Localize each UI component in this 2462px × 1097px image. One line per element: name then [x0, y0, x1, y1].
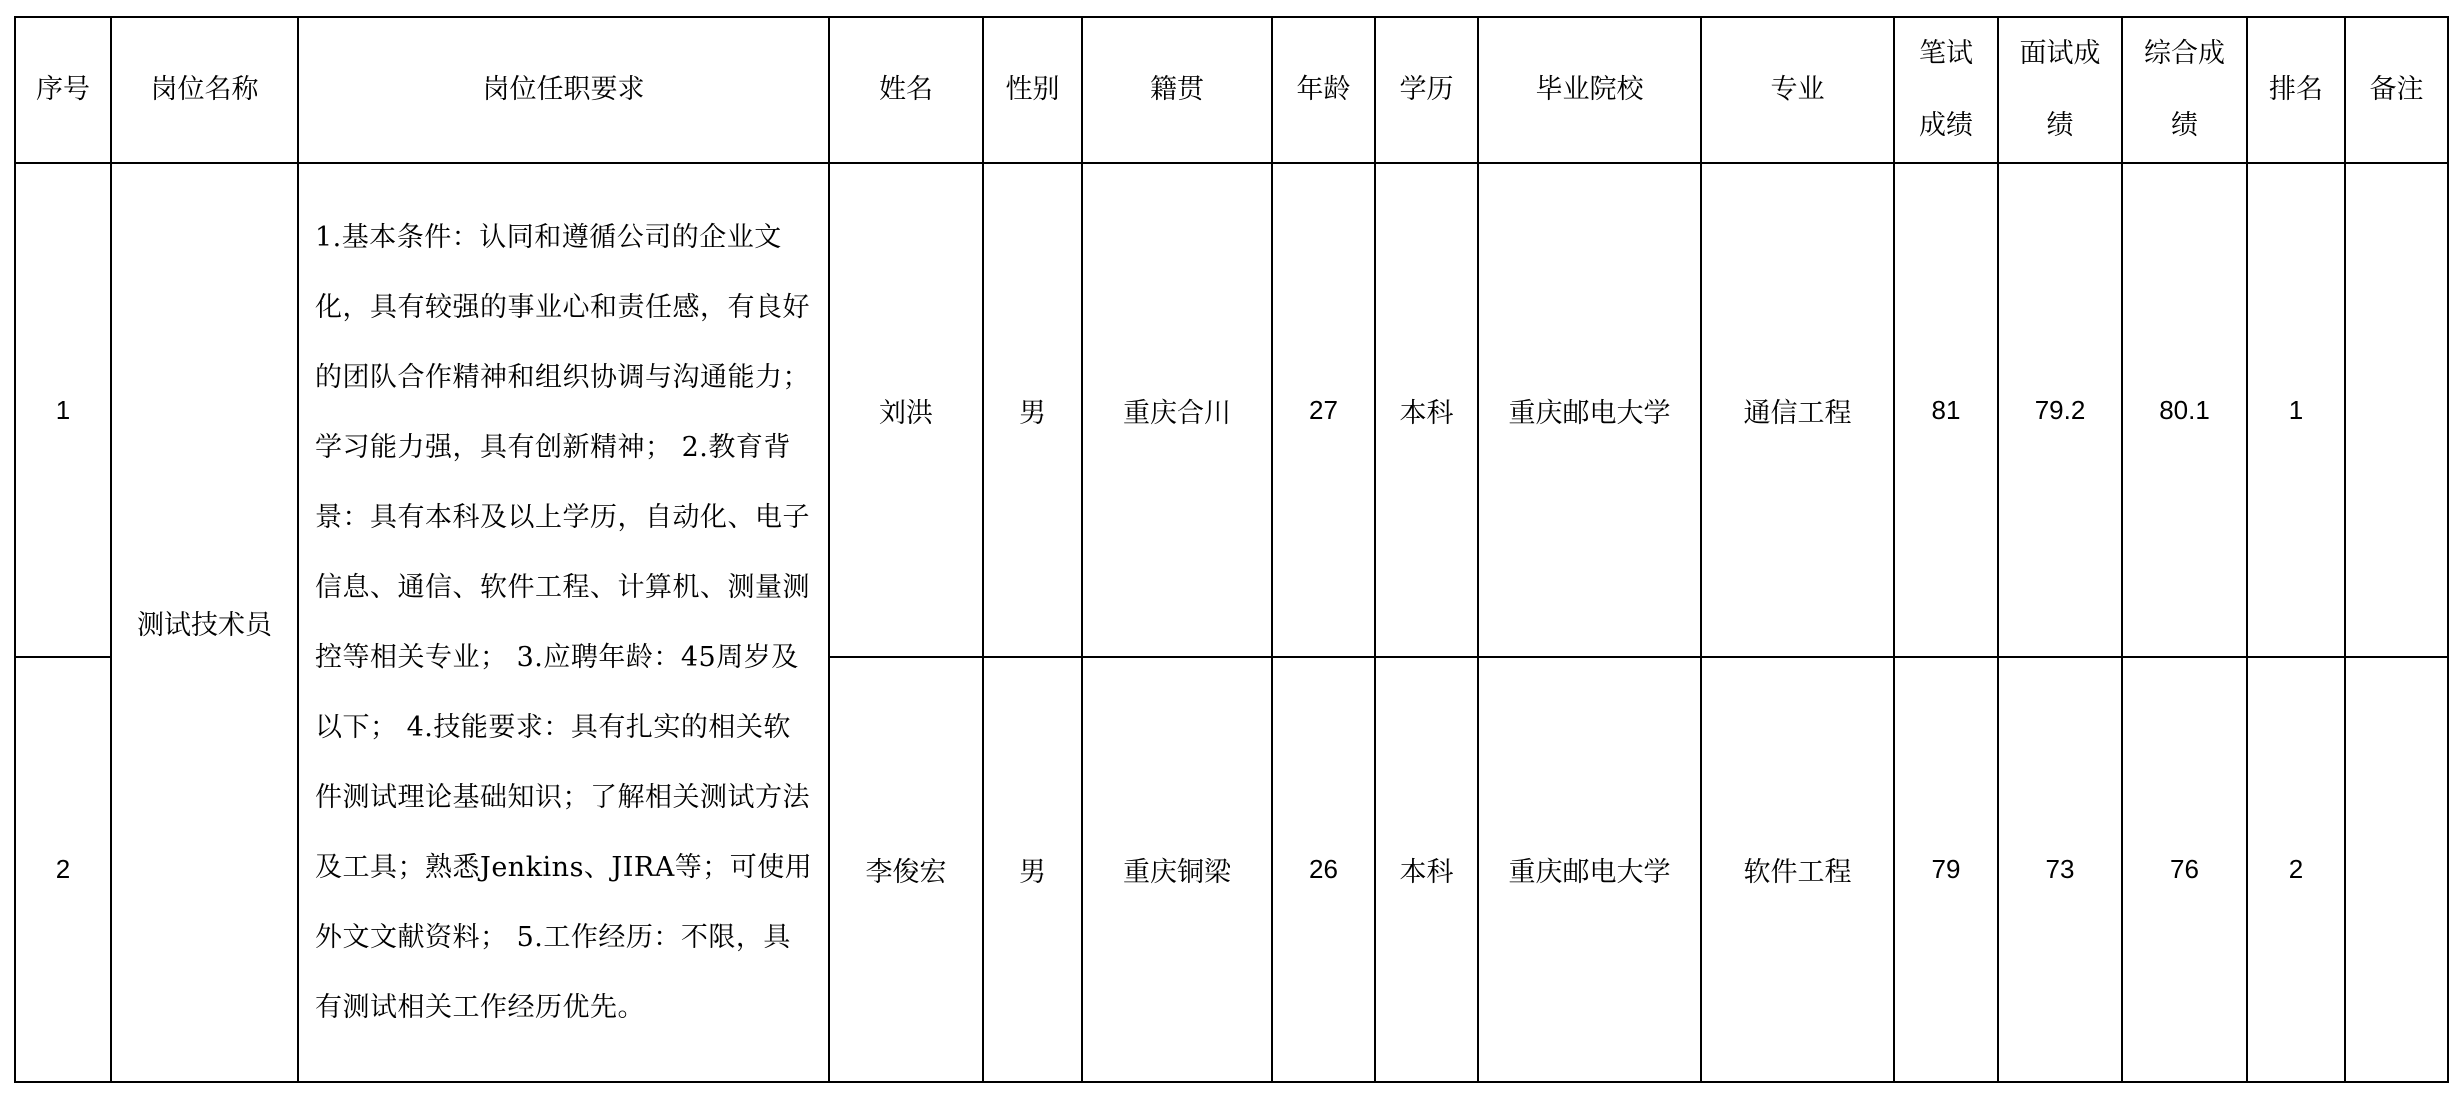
row-seq: 1 — [15, 163, 111, 657]
row-major: 通信工程 — [1701, 163, 1894, 657]
header-school: 毕业院校 — [1478, 17, 1701, 163]
row-name: 李俊宏 — [829, 657, 983, 1082]
header-seq: 序号 — [15, 17, 111, 163]
table-row — [15, 163, 2448, 657]
row-education: 本科 — [1375, 657, 1478, 1082]
row-remark — [2345, 163, 2448, 657]
header-written-score-label: 笔试成绩 — [1919, 38, 1973, 141]
row-origin: 重庆合川 — [1082, 163, 1272, 657]
row-education: 本科 — [1375, 163, 1478, 657]
header-education: 学历 — [1375, 17, 1478, 163]
header-total-score — [2122, 17, 2247, 163]
header-interview-score — [1998, 17, 2122, 163]
header-rank: 排名 — [2247, 17, 2345, 163]
header-age: 年龄 — [1272, 17, 1375, 163]
header-written-score — [1894, 17, 1998, 163]
row-gender: 男 — [983, 163, 1082, 657]
position-name-cell: 测试技术员 — [111, 163, 298, 1082]
header-major: 专业 — [1701, 17, 1894, 163]
header-position: 岗位名称 — [111, 17, 298, 163]
row-rank: 2 — [2247, 657, 2345, 1082]
row-remark — [2345, 657, 2448, 1082]
row-interview-score: 79.2 — [1998, 163, 2122, 657]
row-age: 26 — [1272, 657, 1375, 1082]
row-school: 重庆邮电大学 — [1478, 657, 1701, 1082]
header-interview-score-label: 面试成绩 — [2019, 38, 2101, 141]
row-school: 重庆邮电大学 — [1478, 163, 1701, 657]
header-requirements: 岗位任职要求 — [298, 17, 829, 163]
row-written-score: 81 — [1894, 163, 1998, 657]
requirements-cell: 1.基本条件：认同和遵循公司的企业文化，具有较强的事业心和责任感，有良好的团队合作精神和组织协调与沟通能力；学习能力强，具有创新精神； 2.教育背景：具有本科及以上学历，自动化、电子信息、通信、软件工程、计算机、测量测控等相关专业； 3.应聘年龄：45周岁及以下； 4.技能要求：具有扎实的相关软件测试理论基础知识；了解相关测试方法及工具；熟悉Jenkins、JIRA等；可使用外文文献资料； 5.工作经历：不限，具有测试相关工作经历优先。 — [298, 163, 829, 1082]
row-name: 刘洪 — [829, 163, 983, 657]
row-seq: 2 — [15, 657, 111, 1082]
row-total-score: 76 — [2122, 657, 2247, 1082]
row-written-score: 79 — [1894, 657, 1998, 1082]
header-total-score-label: 综合成绩 — [2144, 38, 2225, 141]
header-remark: 备注 — [2345, 17, 2448, 163]
row-major: 软件工程 — [1701, 657, 1894, 1082]
header-origin: 籍贯 — [1082, 17, 1272, 163]
candidate-results-table — [14, 16, 2449, 1083]
row-origin: 重庆铜梁 — [1082, 657, 1272, 1082]
table-header-row — [15, 17, 2448, 163]
row-interview-score: 73 — [1998, 657, 2122, 1082]
header-name: 姓名 — [829, 17, 983, 163]
results-sheet — [14, 16, 2449, 1083]
header-gender: 性别 — [983, 17, 1082, 163]
row-rank: 1 — [2247, 163, 2345, 657]
row-total-score: 80.1 — [2122, 163, 2247, 657]
row-age: 27 — [1272, 163, 1375, 657]
row-gender: 男 — [983, 657, 1082, 1082]
